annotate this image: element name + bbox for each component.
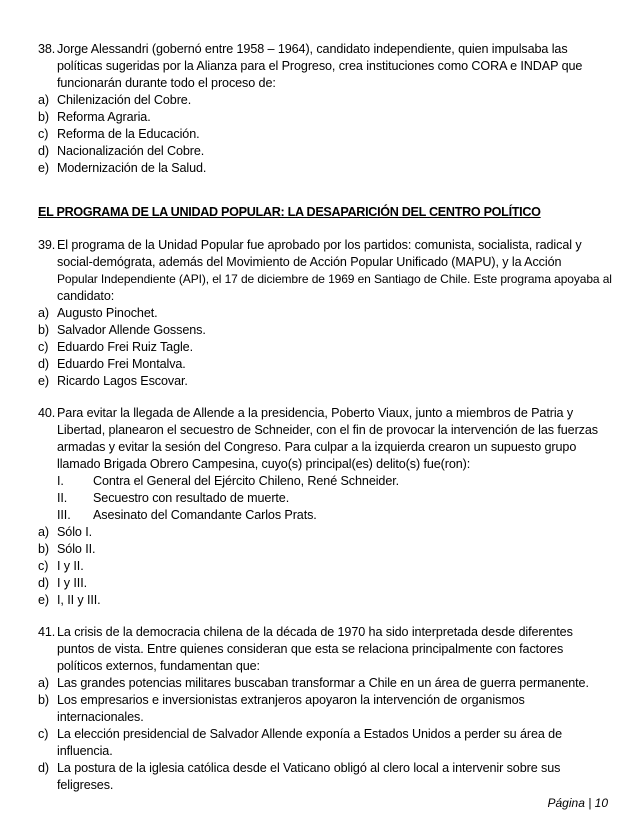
option-letter: c): [38, 340, 49, 354]
option-text: La elección presidencial de Salvador Allende exponía a Estados Unidos a perder su área de: [57, 727, 562, 741]
option-letter: b): [38, 110, 49, 124]
roman-numeral: III.: [57, 508, 71, 522]
option-text: I y III.: [57, 576, 87, 590]
option-letter: b): [38, 542, 49, 556]
option-c-continuation: influencia.: [57, 744, 113, 758]
roman-numeral: I.: [57, 474, 64, 488]
option-letter: a): [38, 306, 49, 320]
option-e: [38, 160, 206, 177]
option-d: [38, 575, 87, 592]
option-letter: c): [38, 559, 49, 573]
option-text: Nacionalización del Cobre.: [57, 144, 205, 158]
question-41-line-1: [38, 624, 573, 641]
option-letter: b): [38, 323, 49, 337]
option-b: [38, 109, 151, 126]
option-b: [38, 692, 525, 709]
option-e: [38, 592, 101, 609]
question-38-line-2: políticas sugeridas por la Alianza para el Progreso, crea instituciones como CORA e INDAP que: [57, 59, 583, 73]
option-text: Ricardo Lagos Escovar.: [57, 374, 188, 388]
roman-text: Asesinato del Comandante Carlos Prats.: [93, 508, 317, 522]
question-text: Para evitar la llegada de Allende a la presidencia, Poberto Viaux, junto a miembros de Patria y: [57, 406, 574, 420]
page-number: Página | 10: [547, 796, 608, 810]
question-text: Jorge Alessandri (gobernó entre 1958 – 1964), candidato independiente, quien impulsaba las: [57, 42, 568, 56]
option-c: [38, 726, 562, 743]
option-a: [38, 524, 92, 541]
roman-text: Contra el General del Ejército Chileno, René Schneider.: [93, 474, 400, 488]
option-letter: d): [38, 576, 49, 590]
question-41-line-2: puntos de vista. Entre quienes consideran que esta se relaciona principalmente con factores: [57, 642, 564, 656]
question-38-line-1: [38, 41, 568, 58]
question-39-line-1: [38, 237, 582, 254]
option-text: Chilenización del Cobre.: [57, 93, 192, 107]
option-letter: e): [38, 374, 49, 388]
option-letter: c): [38, 127, 49, 141]
roman-item-1: [57, 473, 399, 490]
question-text: La crisis de la democracia chilena de la década de 1970 ha sido interpretada desde diferentes: [57, 625, 573, 639]
option-letter: a): [38, 93, 49, 107]
option-letter: d): [38, 761, 49, 775]
question-40-line-4: llamado Brigada Obrero Campesina, cuyo(s) principal(es) delito(s) fue(ron):: [57, 457, 471, 471]
option-letter: d): [38, 357, 49, 371]
option-letter: a): [38, 525, 49, 539]
option-d: [38, 356, 186, 373]
question-39-line-2: social-demógrata, además del Movimiento de Acción Popular Unificado (MAPU), y la Acción: [57, 255, 562, 269]
option-d-continuation: feligreses.: [57, 778, 114, 792]
option-text: Sólo I.: [57, 525, 93, 539]
option-text: Reforma Agraria.: [57, 110, 151, 124]
question-38-line-3: funcionarán durante todo el proceso de:: [57, 76, 276, 90]
option-letter: e): [38, 593, 49, 607]
option-a: [38, 305, 158, 322]
question-40-line-2: Libertad, planearon el secuestro de Schneider, con el fin de provocar la intervención de las fuerzas: [57, 423, 598, 437]
option-c: [38, 126, 200, 143]
option-b: [38, 541, 95, 558]
option-e: [38, 373, 188, 390]
question-39-line-3: Popular Independiente (API), el 17 de diciembre de 1969 en Santiago de Chile. Este programa apoyaba al: [57, 272, 612, 286]
question-number: 38.: [38, 42, 56, 56]
option-letter: e): [38, 161, 49, 175]
option-text: Sólo II.: [57, 542, 96, 556]
question-40-line-1: [38, 405, 573, 422]
option-letter: a): [38, 676, 49, 690]
question-number: 41.: [38, 625, 56, 639]
roman-item-2: [57, 490, 289, 507]
question-39-line-4: candidato:: [57, 289, 115, 303]
option-c: [38, 339, 193, 356]
option-b-continuation: internacionales.: [57, 710, 144, 724]
option-text: Eduardo Frei Montalva.: [57, 357, 186, 371]
option-c: [38, 558, 84, 575]
option-text: I, II y III.: [57, 593, 101, 607]
option-text: I y II.: [57, 559, 84, 573]
option-text: Los empresarios e inversionistas extranjeros apoyaron la intervención de organismos: [57, 693, 525, 707]
section-heading: EL PROGRAMA DE LA UNIDAD POPULAR: LA DESAPARICIÓN DEL CENTRO POLÍTICO: [38, 205, 541, 219]
question-number: 40.: [38, 406, 56, 420]
option-text: Augusto Pinochet.: [57, 306, 158, 320]
option-text: Las grandes potencias militares buscaban transformar a Chile en un área de guerra permanente.: [57, 676, 589, 690]
option-d: [38, 760, 560, 777]
option-text: La postura de la iglesia católica desde el Vaticano obligó al clero local a intervenir sobre sus: [57, 761, 561, 775]
roman-item-3: [57, 507, 317, 524]
option-a: [38, 92, 191, 109]
option-letter: c): [38, 727, 49, 741]
option-b: [38, 322, 206, 339]
option-letter: d): [38, 144, 49, 158]
option-text: Salvador Allende Gossens.: [57, 323, 206, 337]
question-text: El programa de la Unidad Popular fue aprobado por los partidos: comunista, socialista, radical y: [57, 238, 582, 252]
option-a: [38, 675, 589, 692]
option-text: Eduardo Frei Ruiz Tagle.: [57, 340, 193, 354]
question-40-line-3: armadas y evitar la sesión del Congreso. Para culpar a la izquierda crearon un supuesto grupo: [57, 440, 577, 454]
option-letter: b): [38, 693, 49, 707]
option-text: Reforma de la Educación.: [57, 127, 200, 141]
option-d: [38, 143, 204, 160]
question-number: 39.: [38, 238, 56, 252]
option-text: Modernización de la Salud.: [57, 161, 207, 175]
roman-text: Secuestro con resultado de muerte.: [93, 491, 290, 505]
question-41-line-3: políticos externos, fundamentan que:: [57, 659, 260, 673]
roman-numeral: II.: [57, 491, 68, 505]
